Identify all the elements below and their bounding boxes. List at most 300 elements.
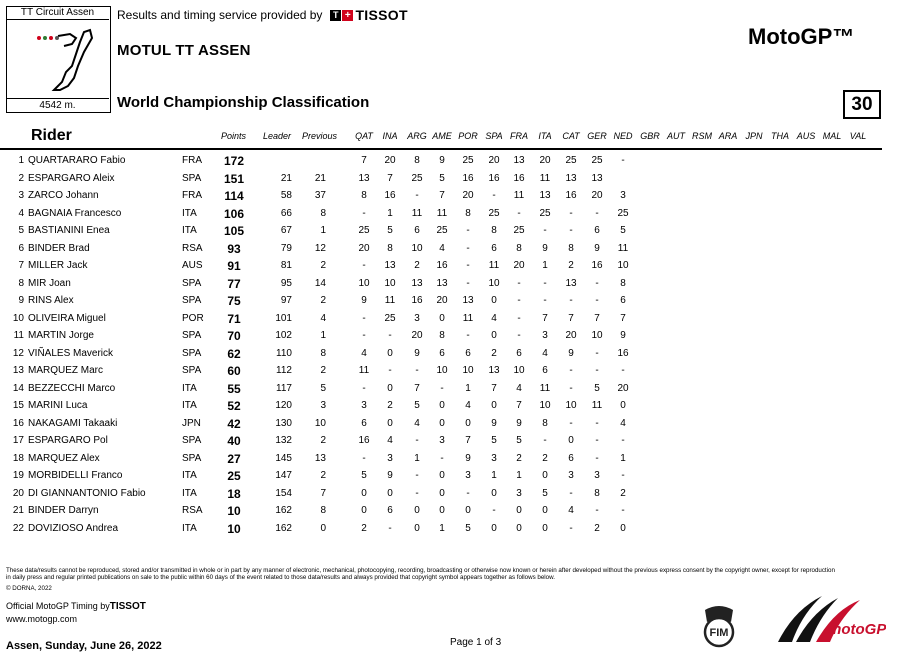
- points: 55: [227, 381, 241, 396]
- points: 114: [224, 189, 244, 203]
- gap-to-previous: 1: [320, 330, 326, 341]
- race-points: 16: [436, 260, 448, 271]
- race-points: 8: [542, 417, 548, 429]
- race-header-qat: QAT: [355, 131, 373, 141]
- race-points: 0: [568, 435, 574, 446]
- race-points: 0: [491, 330, 497, 341]
- race-points: 4: [542, 347, 548, 359]
- race-points: 8: [491, 225, 497, 236]
- points: 106: [223, 206, 245, 221]
- points: 172: [223, 154, 245, 168]
- race-points: -: [362, 260, 366, 271]
- race-points: -: [543, 295, 547, 306]
- race-points: 2: [491, 347, 497, 359]
- gap-to-leader: 154: [275, 487, 292, 499]
- race-points: 6: [387, 505, 393, 516]
- position: 4: [18, 207, 24, 219]
- race-points: 2: [568, 260, 574, 271]
- gap-to-leader: 66: [280, 207, 292, 219]
- race-points: 8: [620, 277, 626, 289]
- race-points: 6: [568, 452, 574, 464]
- race-points: 3: [516, 487, 522, 499]
- gap-to-previous: 12: [314, 242, 326, 254]
- race-points: 2: [516, 452, 522, 464]
- points: 10: [227, 521, 241, 536]
- race-points: 0: [491, 487, 497, 499]
- race-points: 8: [414, 155, 420, 166]
- position: 8: [18, 277, 24, 289]
- gap-to-leader: 112: [276, 365, 292, 376]
- race-header-mal: MAL: [822, 131, 842, 141]
- race-points: 6: [361, 417, 367, 429]
- race-points: 0: [414, 522, 420, 534]
- race-points: 2: [387, 400, 393, 411]
- race-points: 0: [542, 522, 548, 534]
- gap-to-previous: 14: [314, 277, 326, 289]
- race-points: 7: [361, 155, 367, 166]
- race-points: 20: [358, 242, 370, 254]
- nation: SPA: [182, 435, 202, 446]
- race-points: -: [569, 295, 573, 306]
- race-points: 0: [542, 505, 548, 516]
- race-points: 8: [516, 242, 522, 254]
- motogp-logo-icon: [776, 590, 886, 645]
- tissot-brand: TISSOT: [355, 7, 408, 23]
- race-points: 5: [542, 487, 548, 499]
- race-header-ger: GER: [587, 131, 607, 141]
- race-header-jpn: JPN: [745, 131, 763, 141]
- race-points: 16: [358, 435, 370, 446]
- race-points: 20: [384, 155, 396, 166]
- race-points: 25: [358, 225, 370, 236]
- rider-name: MARQUEZ Marc: [28, 365, 103, 376]
- race-points: 0: [439, 417, 445, 429]
- race-points: 10: [513, 365, 525, 376]
- race-points: 10: [462, 365, 474, 376]
- race-points: -: [388, 330, 392, 341]
- race-points: 7: [594, 312, 600, 324]
- race-points: -: [362, 207, 366, 219]
- nation: JPN: [182, 417, 201, 429]
- race-points: -: [362, 312, 366, 324]
- race-points: 3: [568, 470, 574, 481]
- race-points: 0: [542, 470, 548, 481]
- race-points: -: [595, 452, 599, 464]
- race-points: 20: [591, 190, 603, 201]
- points-column-header: Points: [221, 131, 247, 141]
- race-points: 11: [539, 172, 551, 184]
- position: 19: [12, 470, 24, 481]
- race-points: 5: [491, 435, 497, 446]
- gap-to-leader: 101: [275, 312, 292, 324]
- rider-name: MIR Joan: [28, 277, 71, 289]
- race-points: 16: [513, 172, 525, 184]
- race-points: -: [569, 522, 573, 534]
- race-points: 0: [439, 487, 445, 499]
- race-points: 9: [568, 347, 574, 359]
- race-points: 1: [414, 452, 420, 464]
- race-points: 13: [565, 172, 577, 184]
- race-points: 8: [439, 330, 445, 341]
- race-points: -: [415, 435, 419, 446]
- disclaimer: These data/results cannot be reproduced, stored and/or transmitted in whole or in part by any manner of electronic, mechanical, photocopying, recording, broadcasting or otherwise now known or herein after developed without the previous express consent by the copyright owner, except for reproduction in daily press and regular printed publications on sale to the public within 60 days of the event related to those data/results and always provided that copyright symbol appears together as follows below.: [6, 567, 835, 581]
- gap-to-previous: 0: [320, 522, 326, 534]
- race-points: -: [569, 225, 573, 236]
- points: 52: [227, 399, 241, 413]
- race-points: 1: [465, 382, 471, 394]
- race-header-arg: ARG: [407, 131, 427, 141]
- race-points: 5: [465, 522, 471, 534]
- race-points: -: [466, 487, 470, 499]
- race-points: 0: [439, 470, 445, 481]
- race-header-aut: AUT: [667, 131, 685, 141]
- nation: FRA: [182, 155, 202, 166]
- table-row: [0, 451, 900, 468]
- points: 25: [227, 469, 241, 483]
- rider-name: ZARCO Johann: [28, 190, 99, 201]
- gap-to-previous: 21: [314, 172, 326, 184]
- race-points: 25: [462, 155, 474, 166]
- race-points: 2: [361, 522, 367, 534]
- points: 40: [227, 434, 241, 448]
- race-points: -: [415, 487, 419, 499]
- race-points: -: [621, 470, 625, 481]
- race-points: 10: [565, 400, 577, 411]
- race-points: 6: [542, 365, 548, 376]
- race-points: 9: [516, 417, 522, 429]
- race-points: 9: [387, 470, 393, 481]
- series-title: MotoGP™: [748, 24, 855, 49]
- race-points: 0: [387, 382, 393, 394]
- position: 11: [13, 330, 24, 341]
- gap-to-previous: 3: [320, 400, 326, 411]
- race-points: 0: [387, 347, 393, 359]
- race-points: 13: [565, 277, 577, 289]
- nation: ITA: [182, 470, 197, 481]
- points: 60: [227, 364, 241, 378]
- race-points: 9: [465, 452, 471, 464]
- position: 3: [18, 190, 24, 201]
- race-points: 25: [488, 207, 500, 219]
- gap-to-leader: 132: [275, 435, 292, 446]
- points: 77: [227, 276, 241, 291]
- rider-name: ESPARGARO Aleix: [28, 172, 115, 184]
- table-row: [0, 468, 900, 485]
- gap-to-leader: 130: [275, 417, 292, 429]
- race-points: 4: [387, 435, 393, 446]
- race-points: 5: [620, 225, 626, 236]
- race-points: 7: [516, 400, 522, 411]
- race-points: 9: [361, 295, 367, 306]
- race-points: 25: [565, 155, 577, 166]
- race-points: 11: [617, 242, 629, 254]
- race-points: 20: [565, 330, 577, 341]
- nation: FRA: [182, 190, 202, 201]
- gap-to-previous: 37: [314, 190, 326, 201]
- race-points: 4: [465, 400, 471, 411]
- gap-to-previous: 7: [320, 487, 326, 499]
- race-points: 16: [384, 190, 396, 201]
- race-points: 4: [491, 312, 497, 324]
- race-points: 3: [361, 400, 367, 411]
- race-header-cat: CAT: [562, 131, 580, 141]
- race-points: 7: [620, 312, 626, 324]
- race-points: 2: [414, 260, 420, 271]
- race-points: 3: [465, 470, 471, 481]
- official-timing-brand: TISSOT: [109, 601, 146, 612]
- rider-name: MARINI Luca: [28, 400, 88, 411]
- nation: POR: [182, 312, 204, 324]
- points: 75: [227, 294, 241, 308]
- rider-name: ESPARGARO Pol: [28, 435, 108, 446]
- race-points: 16: [462, 172, 474, 184]
- race-points: 11: [539, 382, 551, 394]
- race-points: 0: [387, 417, 393, 429]
- race-points: 5: [516, 435, 522, 446]
- rider-name: VIÑALES Maverick: [28, 347, 114, 359]
- points: 91: [227, 259, 241, 273]
- race-points: 6: [594, 225, 600, 236]
- points: 151: [223, 171, 245, 186]
- circuit-length: 4542 m.: [6, 98, 109, 112]
- race-points: 0: [491, 522, 497, 534]
- table-row: [0, 206, 900, 223]
- gap-to-leader: 120: [275, 400, 292, 411]
- race-points: 0: [465, 505, 471, 516]
- race-points: 10: [539, 400, 551, 411]
- rider-name: MILLER Jack: [28, 260, 88, 271]
- race-points: 25: [617, 207, 629, 219]
- race-points: 0: [516, 522, 522, 534]
- tissot-logo: [330, 7, 407, 23]
- race-points: 7: [387, 172, 393, 184]
- race-points: 8: [361, 190, 367, 201]
- points: 105: [223, 224, 245, 238]
- race-points: 20: [462, 190, 474, 201]
- leader-column-header: Leader: [263, 131, 292, 141]
- race-points: -: [517, 277, 521, 289]
- race-points: 4: [361, 347, 367, 359]
- race-points: 0: [414, 505, 420, 516]
- position: 10: [12, 312, 24, 324]
- race-points: 7: [439, 190, 445, 201]
- race-points: 25: [436, 225, 448, 236]
- race-points: 11: [436, 207, 448, 219]
- race-points: 6: [465, 347, 471, 359]
- race-points: 0: [439, 400, 445, 411]
- race-points: 0: [620, 522, 626, 534]
- nation: ITA: [182, 487, 197, 499]
- race-points: 5: [414, 400, 420, 411]
- race-points: 0: [387, 487, 393, 499]
- gap-to-leader: 162: [275, 522, 292, 534]
- race-points: 1: [542, 260, 548, 271]
- race-points: -: [595, 505, 599, 516]
- race-header-spa: SPA: [485, 131, 503, 141]
- race-points: 6: [439, 347, 445, 359]
- gap-to-previous: 8: [320, 505, 326, 516]
- race-points: 16: [617, 347, 629, 359]
- race-points: 10: [436, 365, 448, 376]
- gap-to-leader: 102: [275, 330, 292, 341]
- race-points: -: [388, 365, 392, 376]
- race-points: 11: [411, 207, 423, 219]
- rider-name: BINDER Darryn: [28, 505, 99, 516]
- race-points: 8: [594, 487, 600, 499]
- race-points: 5: [439, 172, 445, 184]
- table-row: [0, 433, 900, 450]
- nation: ITA: [182, 382, 197, 394]
- fim-label: FIM: [709, 627, 729, 639]
- race-points: 10: [411, 242, 423, 254]
- race-points: -: [415, 190, 419, 201]
- tissot-t-icon: T: [330, 10, 341, 21]
- circuit-map-icon: [14, 22, 102, 94]
- official-timing-text: Official MotoGP Timing by: [6, 601, 110, 611]
- race-points: -: [569, 417, 573, 429]
- race-points: 1: [439, 522, 445, 534]
- rider-name: NAKAGAMI Takaaki: [28, 417, 118, 429]
- rider-name: DI GIANNANTONIO Fabio: [28, 487, 146, 499]
- race-points: 1: [387, 207, 393, 219]
- position: 9: [18, 295, 24, 306]
- race-points: 13: [436, 277, 448, 289]
- race-header-tha: THA: [771, 131, 789, 141]
- race-points: 7: [491, 382, 497, 394]
- table-row: [0, 521, 900, 538]
- official-timing: [6, 601, 146, 612]
- table-row: [0, 328, 900, 345]
- race-header-val: VAL: [849, 131, 867, 141]
- race-points: -: [440, 452, 444, 464]
- rider-name: MORBIDELLI Franco: [28, 470, 123, 481]
- race-points: 3: [491, 452, 497, 464]
- race-points: 20: [513, 260, 525, 271]
- rider-name: BINDER Brad: [28, 242, 90, 254]
- race-header-rsm: RSM: [692, 131, 712, 141]
- race-points: -: [440, 382, 444, 394]
- gap-to-previous: 4: [320, 312, 326, 324]
- race-points: 20: [539, 155, 551, 166]
- position: 7: [18, 260, 24, 271]
- race-points: -: [415, 470, 419, 481]
- rider-name: BEZZECCHI Marco: [28, 382, 116, 394]
- race-points: 11: [513, 190, 525, 201]
- race-points: -: [595, 347, 599, 359]
- race-points: 2: [594, 522, 600, 534]
- race-points: -: [517, 295, 521, 306]
- gap-to-leader: 117: [276, 382, 292, 394]
- position: 20: [12, 487, 24, 499]
- race-points: -: [492, 505, 496, 516]
- website-link[interactable]: www.motogp.com: [6, 614, 78, 624]
- nation: ITA: [182, 522, 197, 534]
- race-points: 13: [358, 172, 370, 184]
- race-points: 3: [387, 452, 393, 464]
- gap-to-previous: 8: [320, 347, 326, 359]
- race-points: 13: [384, 260, 396, 271]
- points: 70: [227, 329, 241, 343]
- race-points: -: [517, 330, 521, 341]
- race-points: 9: [491, 417, 497, 429]
- gap-to-previous: 2: [320, 435, 326, 446]
- race-points: -: [362, 330, 366, 341]
- race-points: 7: [465, 435, 471, 446]
- race-points: -: [595, 417, 599, 429]
- race-points: 25: [384, 312, 396, 324]
- points: 93: [227, 241, 241, 256]
- race-points: 11: [358, 365, 370, 376]
- race-header-ned: NED: [613, 131, 633, 141]
- nation: ITA: [182, 207, 197, 219]
- race-points: -: [492, 190, 496, 201]
- gap-to-previous: 2: [320, 470, 326, 481]
- position: 6: [18, 242, 24, 254]
- table-row: [0, 311, 900, 328]
- round-number: 30: [843, 90, 881, 119]
- race-points: 10: [384, 277, 396, 289]
- race-points: -: [569, 365, 573, 376]
- race-points: 1: [516, 470, 522, 481]
- circuit-name: TT Circuit Assen: [6, 6, 109, 20]
- race-points: 13: [591, 172, 603, 184]
- race-points: -: [466, 225, 470, 236]
- copyright: © DORNA, 2022: [6, 585, 52, 592]
- race-points: 1: [491, 470, 497, 481]
- race-points: 0: [361, 505, 367, 516]
- race-points: 10: [358, 277, 370, 289]
- previous-column-header: Previous: [302, 131, 338, 141]
- race-points: 0: [620, 400, 626, 411]
- position: 16: [12, 417, 24, 429]
- race-points: 5: [594, 382, 600, 394]
- race-points: 4: [620, 417, 626, 429]
- race-points: 9: [439, 155, 445, 166]
- position: 2: [18, 172, 24, 184]
- race-points: 11: [462, 312, 474, 324]
- position: 13: [12, 365, 24, 376]
- race-points: -: [466, 260, 470, 271]
- gap-to-leader: 67: [280, 225, 292, 236]
- race-header-ita: ITA: [538, 131, 552, 141]
- race-points: 6: [491, 242, 497, 254]
- position: 18: [12, 452, 24, 464]
- race-points: 6: [516, 347, 522, 359]
- nation: RSA: [182, 505, 203, 516]
- race-points: 0: [491, 295, 497, 306]
- position: 14: [12, 382, 24, 394]
- table-row: [0, 503, 900, 520]
- table-row: [0, 398, 900, 415]
- race-points: 10: [591, 330, 603, 341]
- gap-to-previous: 5: [320, 382, 326, 394]
- nation: SPA: [182, 330, 202, 341]
- table-row: [0, 363, 900, 380]
- race-points: 0: [361, 487, 367, 499]
- table-row: [0, 416, 900, 433]
- race-points: -: [569, 382, 573, 394]
- nation: AUS: [182, 260, 203, 271]
- race-header-ara: ARA: [718, 131, 738, 141]
- table-row: [0, 293, 900, 310]
- race-points: 16: [591, 260, 603, 271]
- race-points: -: [595, 365, 599, 376]
- table-row: [0, 381, 900, 398]
- table-row: [0, 346, 900, 363]
- gap-to-leader: 95: [280, 277, 292, 289]
- race-points: 6: [620, 295, 626, 306]
- race-header-gbr: GBR: [640, 131, 660, 141]
